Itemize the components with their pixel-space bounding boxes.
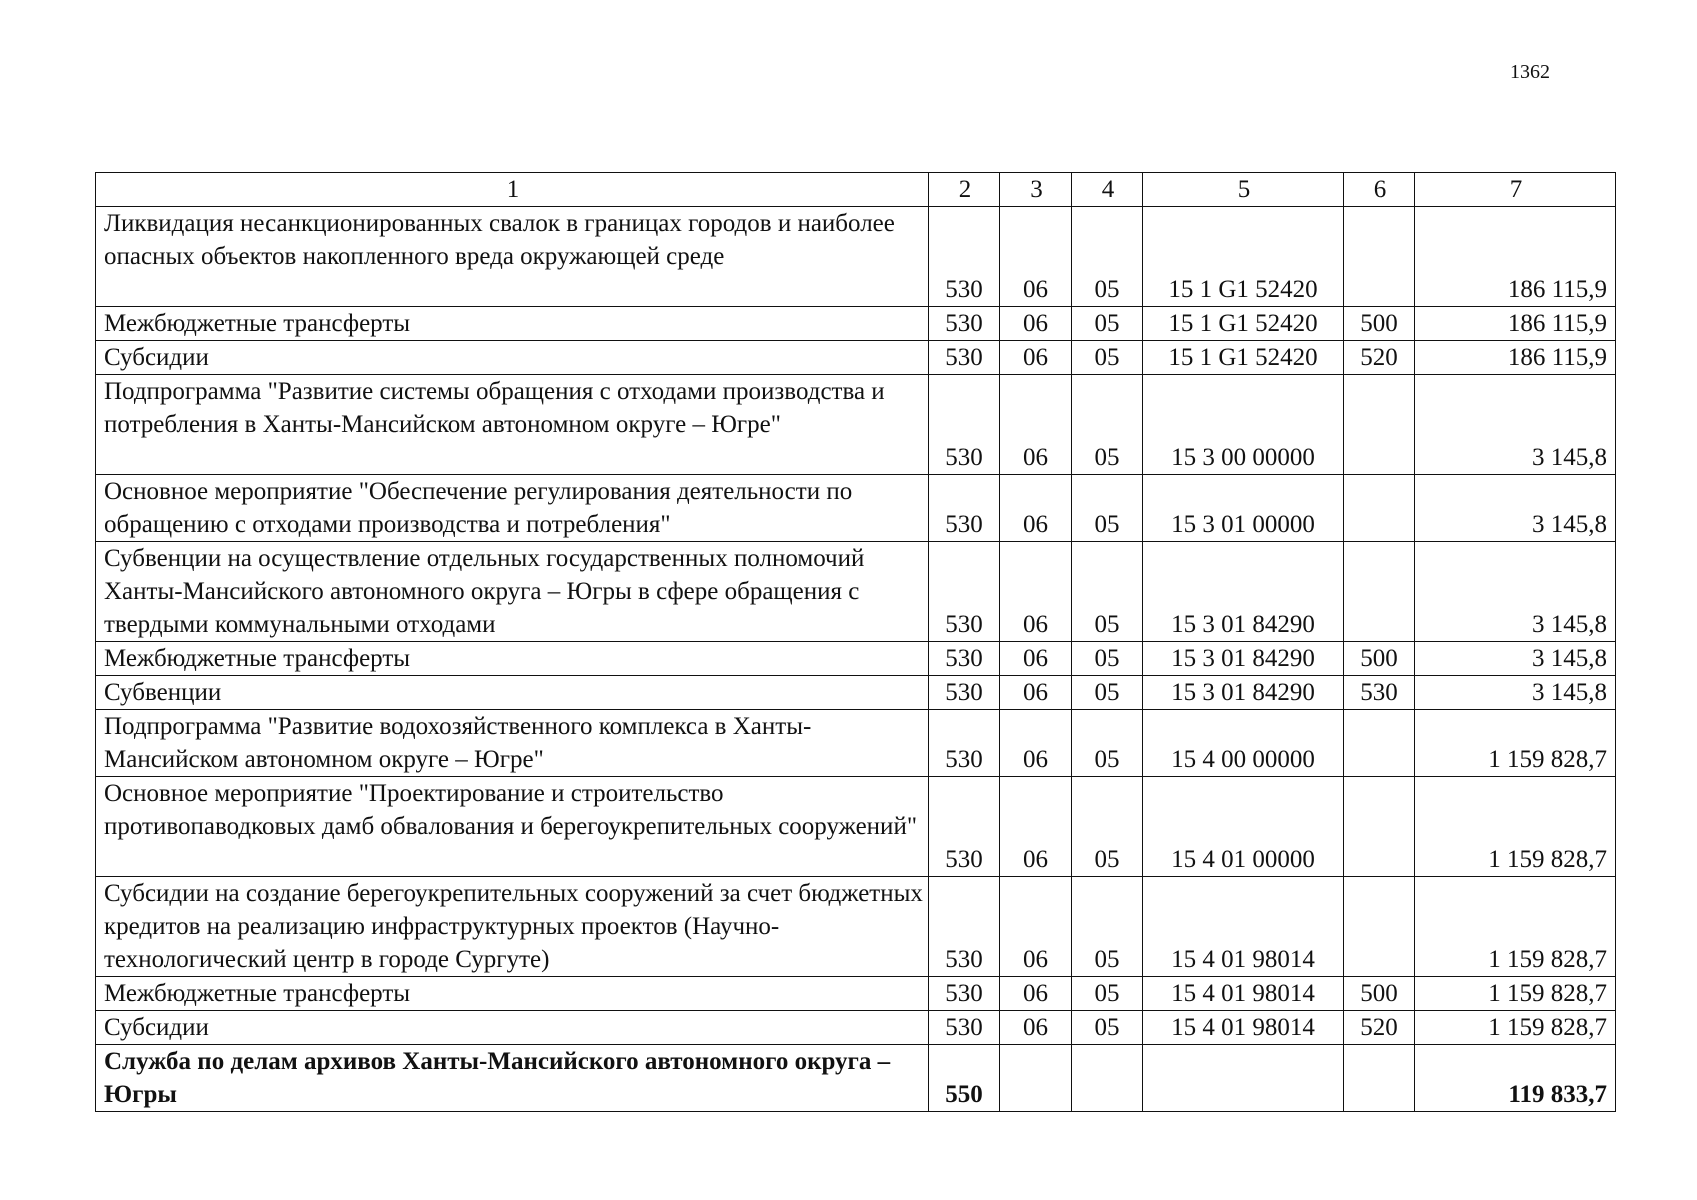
section-cell: 06 [1000,542,1072,642]
column-header: 1 [96,173,929,207]
row-name-cell: Субсидии [96,341,929,375]
section-cell: 06 [1000,341,1072,375]
table-header-row [96,173,1616,207]
subsection-cell: 05 [1072,307,1143,341]
ministry-code-cell: 530 [929,877,1000,977]
subsection-cell: 05 [1072,642,1143,676]
subsection-cell: 05 [1072,542,1143,642]
table-row [96,977,1616,1011]
column-header: 4 [1072,173,1143,207]
table-row [96,542,1616,642]
expense-type-cell: 520 [1344,341,1415,375]
subsection-cell: 05 [1072,877,1143,977]
target-article-cell: 15 4 01 98014 [1143,877,1344,977]
column-header: 3 [1000,173,1072,207]
amount-cell: 1 159 828,7 [1415,777,1616,877]
row-name-cell: Основное мероприятие "Обеспечение регулирования деятельности по обращению с отходами производства и потребления" [96,475,929,542]
row-name-cell: Межбюджетные трансферты [96,307,929,341]
row-name-cell: Межбюджетные трансферты [96,977,929,1011]
target-article-cell: 15 4 01 00000 [1143,777,1344,877]
table-row [96,877,1616,977]
section-cell: 06 [1000,977,1072,1011]
amount-cell: 3 145,8 [1415,475,1616,542]
table-row [96,676,1616,710]
table-row [96,307,1616,341]
subsection-cell: 05 [1072,1011,1143,1045]
target-article-cell: 15 1 G1 52420 [1143,307,1344,341]
expense-type-cell: 520 [1344,1011,1415,1045]
target-article-cell: 15 3 01 84290 [1143,642,1344,676]
column-header: 5 [1143,173,1344,207]
row-name-cell: Субсидии на создание берегоукрепительных сооружений за счет бюджетных кредитов на реализацию инфраструктурных проектов (Научно-технологический центр в городе Сургуте) [96,877,929,977]
table-row [96,710,1616,777]
subsection-cell: 05 [1072,777,1143,877]
ministry-code-cell: 530 [929,307,1000,341]
section-cell: 06 [1000,307,1072,341]
ministry-code-cell: 550 [929,1045,1000,1112]
budget-table [95,172,1616,1112]
expense-type-cell [1344,710,1415,777]
expense-type-cell: 500 [1344,642,1415,676]
target-article-cell: 15 1 G1 52420 [1143,207,1344,307]
ministry-code-cell: 530 [929,475,1000,542]
target-article-cell: 15 4 01 98014 [1143,977,1344,1011]
ministry-code-cell: 530 [929,710,1000,777]
subsection-cell: 05 [1072,977,1143,1011]
target-article-cell: 15 4 01 98014 [1143,1011,1344,1045]
amount-cell: 1 159 828,7 [1415,710,1616,777]
section-cell: 06 [1000,1011,1072,1045]
table-row [96,642,1616,676]
target-article-cell: 15 3 01 84290 [1143,542,1344,642]
amount-cell: 1 159 828,7 [1415,1011,1616,1045]
section-cell: 06 [1000,676,1072,710]
subsection-cell: 05 [1072,676,1143,710]
subsection-cell: 05 [1072,475,1143,542]
section-cell: 06 [1000,375,1072,475]
section-cell: 06 [1000,777,1072,877]
table-row [96,341,1616,375]
amount-cell: 119 833,7 [1415,1045,1616,1112]
row-name-cell: Субсидии [96,1011,929,1045]
expense-type-cell [1344,542,1415,642]
target-article-cell: 15 1 G1 52420 [1143,341,1344,375]
ministry-code-cell: 530 [929,676,1000,710]
ministry-code-cell: 530 [929,341,1000,375]
table-row [96,777,1616,877]
ministry-code-cell: 530 [929,542,1000,642]
column-header: 2 [929,173,1000,207]
expense-type-cell [1344,475,1415,542]
section-cell: 06 [1000,710,1072,777]
ministry-code-cell: 530 [929,642,1000,676]
section-cell: 06 [1000,207,1072,307]
amount-cell: 3 145,8 [1415,542,1616,642]
amount-cell: 186 115,9 [1415,307,1616,341]
amount-cell: 3 145,8 [1415,676,1616,710]
row-name-cell: Служба по делам архивов Ханты-Мансийского автономного округа – Югры [96,1045,929,1112]
table-row [96,475,1616,542]
target-article-cell: 15 3 01 84290 [1143,676,1344,710]
subsection-cell: 05 [1072,710,1143,777]
amount-cell: 3 145,8 [1415,642,1616,676]
target-article-cell: 15 3 00 00000 [1143,375,1344,475]
row-name-cell: Ликвидация несанкционированных свалок в границах городов и наиболее опасных объектов накопленного вреда окружающей среде [96,207,929,307]
subsection-cell: 05 [1072,375,1143,475]
subsection-cell: 05 [1072,207,1143,307]
column-header: 6 [1344,173,1415,207]
section-cell: 06 [1000,475,1072,542]
amount-cell: 186 115,9 [1415,207,1616,307]
ministry-code-cell: 530 [929,1011,1000,1045]
target-article-cell [1143,1045,1344,1112]
expense-type-cell [1344,375,1415,475]
expense-type-cell [1344,777,1415,877]
row-name-cell: Субвенции на осуществление отдельных государственных полномочий Ханты-Мансийского автономного округа – Югры в сфере обращения с твердыми коммунальными отходами [96,542,929,642]
row-name-cell: Межбюджетные трансферты [96,642,929,676]
amount-cell: 1 159 828,7 [1415,877,1616,977]
ministry-code-cell: 530 [929,977,1000,1011]
row-name-cell: Подпрограмма "Развитие системы обращения с отходами производства и потребления в Ханты-Мансийском автономном округе – Югре" [96,375,929,475]
table-row [96,1045,1616,1112]
expense-type-cell [1344,1045,1415,1112]
section-cell: 06 [1000,642,1072,676]
section-cell [1000,1045,1072,1112]
row-name-cell: Субвенции [96,676,929,710]
ministry-code-cell: 530 [929,375,1000,475]
amount-cell: 186 115,9 [1415,341,1616,375]
ministry-code-cell: 530 [929,777,1000,877]
subsection-cell [1072,1045,1143,1112]
row-name-cell: Основное мероприятие "Проектирование и строительство противопаводковых дамб обвалования и берегоукрепительных сооружений" [96,777,929,877]
expense-type-cell: 530 [1344,676,1415,710]
target-article-cell: 15 4 00 00000 [1143,710,1344,777]
row-name-cell: Подпрограмма "Развитие водохозяйственного комплекса в Ханты-Мансийском автономном округе – Югре" [96,710,929,777]
amount-cell: 1 159 828,7 [1415,977,1616,1011]
table-row [96,207,1616,307]
expense-type-cell [1344,877,1415,977]
ministry-code-cell: 530 [929,207,1000,307]
expense-type-cell: 500 [1344,307,1415,341]
expense-type-cell: 500 [1344,977,1415,1011]
table-row [96,1011,1616,1045]
column-header: 7 [1415,173,1616,207]
subsection-cell: 05 [1072,341,1143,375]
table-row [96,375,1616,475]
amount-cell: 3 145,8 [1415,375,1616,475]
section-cell: 06 [1000,877,1072,977]
expense-type-cell [1344,207,1415,307]
target-article-cell: 15 3 01 00000 [1143,475,1344,542]
page-number: 1362 [1510,61,1550,83]
